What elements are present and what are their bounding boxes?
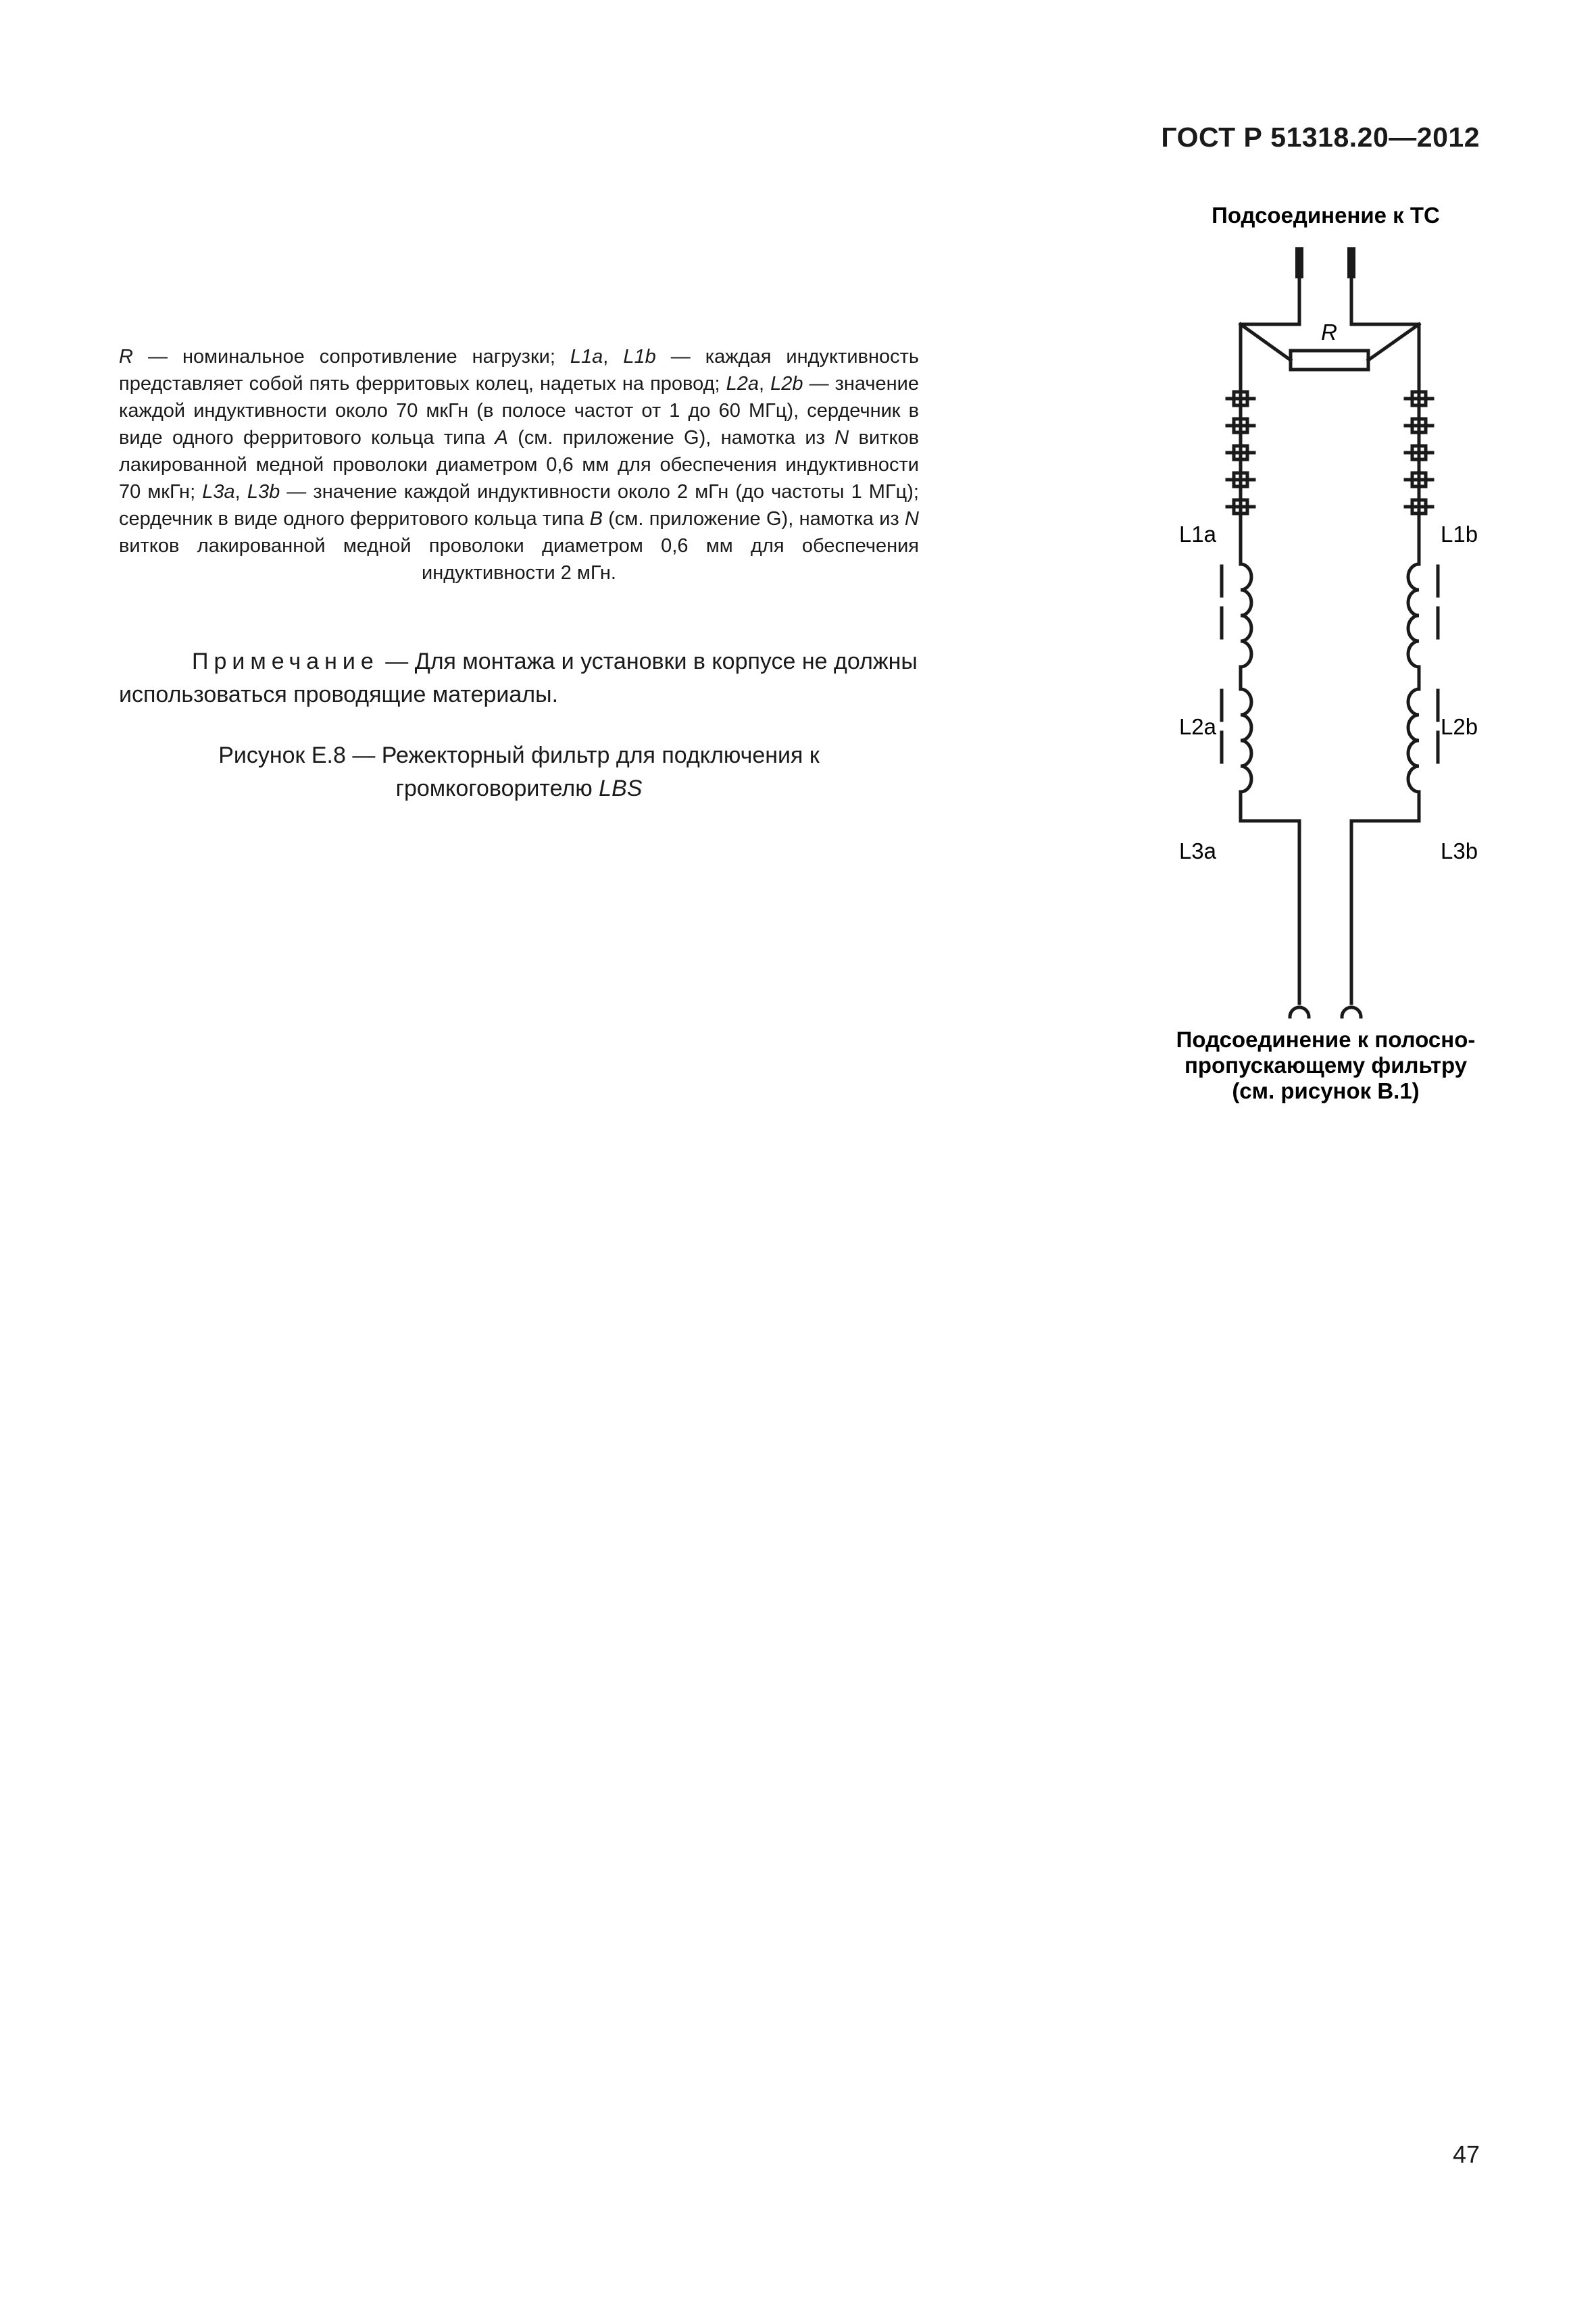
terminal-bottom-right xyxy=(1342,1007,1361,1017)
legend-symbol: N xyxy=(834,427,849,449)
caption-text: Рисунок Е.8 — Режекторный фильтр для подключения к громкоговорителю xyxy=(218,743,820,801)
bottom-connection-label: Подсоединение к полосно- xyxy=(1176,1027,1476,1052)
inductor-label-l1a: L1a xyxy=(1178,522,1216,547)
inductor-coil-l2a xyxy=(1241,564,1251,667)
note-text: — Для монтажа и установки в корпусе не должны использоваться проводящие материалы. xyxy=(119,649,918,707)
terminal-bottom-left xyxy=(1290,1007,1309,1017)
bottom-connection-label: пропускающему фильтру xyxy=(1184,1053,1468,1078)
legend-text: , xyxy=(603,346,624,368)
legend-symbol: L3a xyxy=(202,481,235,503)
legend-symbol: L2a xyxy=(726,373,759,395)
inductor-label-l2b: L2b xyxy=(1441,714,1478,739)
note-label: Примечание xyxy=(192,649,379,674)
legend-symbol: L2b xyxy=(770,373,803,395)
inductor-label-l3b: L3b xyxy=(1441,838,1478,863)
inductor-coil-l2b xyxy=(1408,564,1419,667)
legend-symbol: N xyxy=(905,508,919,530)
inductor-coil-l3a xyxy=(1241,689,1251,792)
legend-text: — значение каждой индуктивности около 70 мкГн (в полосе частот от 1 до 60 МГц), сердечник в виде одного ферритового кольца типа xyxy=(119,373,920,449)
notch-filter-schematic xyxy=(1122,189,1541,1135)
legend-symbol: L1a xyxy=(570,346,603,368)
figure-caption xyxy=(119,739,919,805)
figure-legend xyxy=(119,343,919,586)
resistor-symbol xyxy=(1291,351,1368,370)
figure-note xyxy=(119,645,919,711)
ferrite-beads-l1b xyxy=(1405,385,1432,520)
legend-text: витков лакированной медной проволоки диаметром 0,6 мм для обеспечения индуктивности 70 мкГн; xyxy=(119,427,919,503)
legend-text: витков лакированной медной проволоки диаметром 0,6 мм для обеспечения индуктивности 2 мГн. xyxy=(119,535,919,584)
inductor-label-l3a: L3a xyxy=(1178,838,1216,863)
page-number: 47 xyxy=(1452,2140,1480,2168)
inductor-label-l2a: L2a xyxy=(1178,714,1216,739)
legend-symbol: A xyxy=(495,427,508,449)
legend-text: , xyxy=(759,373,771,395)
legend-symbol: L1b xyxy=(623,346,656,368)
wire-bottom-right xyxy=(1351,792,1419,1003)
legend-text: — номинальное сопротивление нагрузки; xyxy=(132,346,570,368)
inductor-label-l1b: L1b xyxy=(1441,522,1478,547)
legend-text: — значение каждой индуктивности около 2 мГн (до частоты 1 МГц); сердечник в виде одного ферритового кольца типа xyxy=(119,481,919,530)
bottom-connection-label: (см. рисунок В.1) xyxy=(1232,1078,1420,1103)
top-connection-label: Подсоединение к ТС xyxy=(1212,203,1440,228)
legend-symbol: B xyxy=(589,508,603,530)
inductor-coil-l3b xyxy=(1408,689,1419,792)
caption-italic: LBS xyxy=(599,776,643,801)
legend-symbol: L3b xyxy=(247,481,280,503)
legend-text: (см. приложение G), намотка из xyxy=(602,508,905,530)
legend-text: (см. приложение G), намотка из xyxy=(507,427,835,449)
legend-text: , xyxy=(234,481,247,503)
wire-resistor-right xyxy=(1368,324,1419,360)
legend-text: — каждая индуктивность представляет собой пять ферритовых колец, надетых на провод; xyxy=(119,346,919,395)
legend-symbol: R xyxy=(119,346,133,368)
standard-code: ГОСТ Р 51318.20—2012 xyxy=(1161,122,1480,153)
wire-bottom-left xyxy=(1241,792,1299,1003)
wire-resistor-left xyxy=(1241,324,1291,360)
resistor-label: R xyxy=(1321,320,1337,345)
ferrite-beads-l1a xyxy=(1227,385,1254,520)
